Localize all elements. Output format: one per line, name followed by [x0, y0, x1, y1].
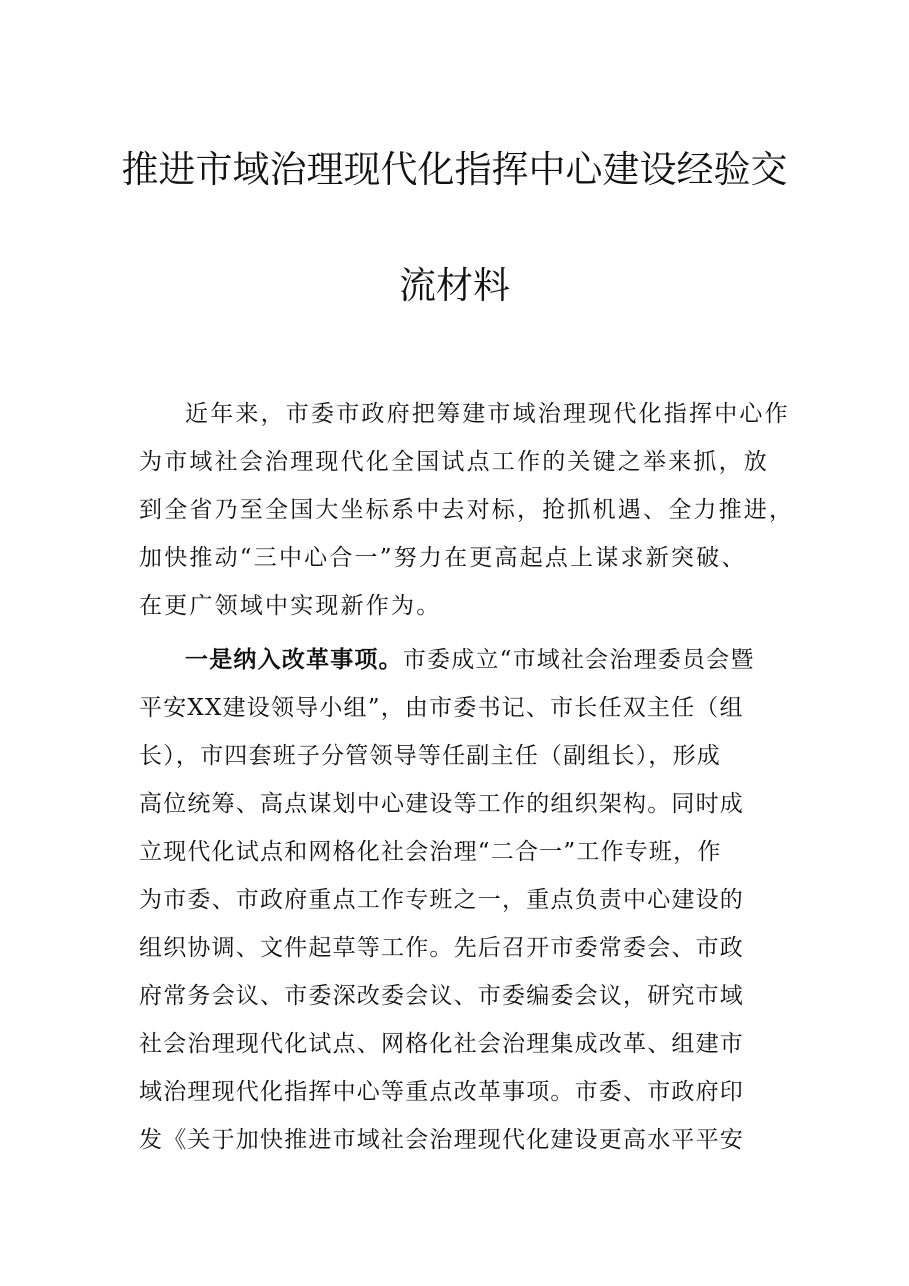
paragraph-line: 府常务会议、市委深改委会议、市委编委会议，研究市域 [139, 983, 744, 1009]
paragraph-first-line-text: 市委成立“市域社会治理委员会暨 [402, 647, 755, 673]
paragraph-line: 发《关于加快推进市域社会治理现代化建设更高水平平安 [139, 1127, 744, 1153]
paragraph-line: 组织协调、文件起草等工作。先后召开市委常委会、市政 [139, 935, 744, 961]
paragraph-intro [139, 390, 795, 630]
document-title-line-2: 流材料 [399, 264, 510, 307]
paragraph-line: 平安XX建设领导小组”，由市委书记、市长任双主任（组 [139, 695, 744, 721]
document-title-line-1: 推进市域治理现代化指挥中心建设经验交 [121, 148, 788, 191]
paragraph-line: 长），市四套班子分管领导等任副主任（副组长），形成 [139, 743, 721, 769]
paragraph-line: 在更广领域中实现新作为。 [139, 593, 442, 619]
paragraph-line: 近年来，市委市政府把筹建市域治理现代化指挥中心作 [185, 401, 790, 427]
paragraph-line: 立现代化试点和网格化社会治理“二合一”工作专班，作 [139, 839, 722, 865]
paragraph-line: 加快推动“三中心合一”努力在更高起点上谋求新突破、 [139, 545, 747, 571]
paragraph-line: 为市委、市政府重点工作专班之一，重点负责中心建设的 [139, 887, 744, 913]
paragraph-line: 高位统筹、高点谋划中心建设等工作的组织架构。同时成 [139, 791, 744, 817]
paragraph-first-line [139, 636, 779, 684]
paragraph-lead-heading: 一是纳入改革事项。 [185, 647, 403, 673]
paragraph-line: 为市域社会治理现代化全国试点工作的关键之举来抓，放 [139, 449, 769, 475]
paragraph-line: 社会治理现代化试点、网格化社会治理集成改革、组建市 [139, 1031, 744, 1057]
paragraph-line: 域治理现代化指挥中心等重点改革事项。市委、市政府印 [139, 1079, 744, 1105]
paragraph-line: 到全省乃至全国大坐标系中去对标，抢抓机遇、全力推进， [139, 497, 795, 523]
paragraph-reform [139, 636, 779, 1164]
